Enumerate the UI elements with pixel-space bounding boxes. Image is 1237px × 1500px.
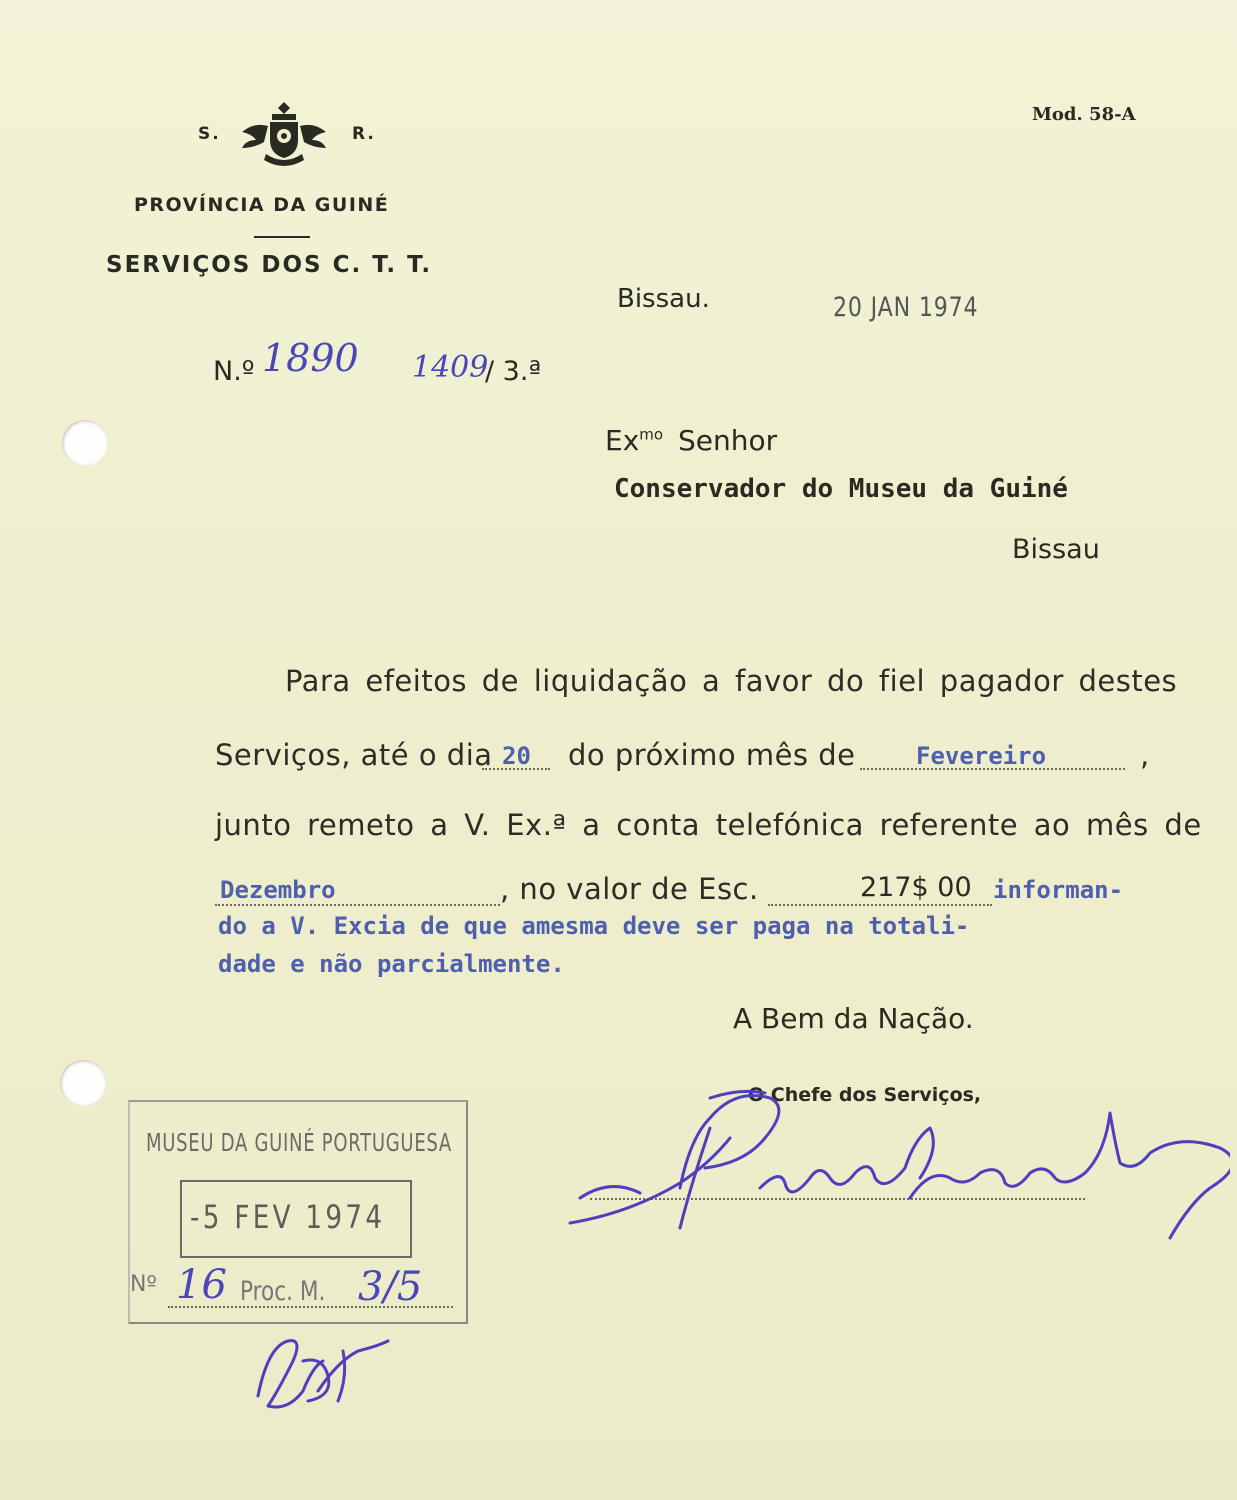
recipient-city: Bissau [1012,534,1100,565]
salutation [605,424,777,457]
header-r-letter: R. [352,124,376,144]
punch-hole-top [62,420,108,466]
header-s-letter: S. [198,124,221,144]
header-divider [254,236,310,238]
model-number: Mod. 58-A [1032,104,1136,125]
services-heading: SERVIÇOS DOS C. T. T. [106,252,433,278]
reference-prefix: N.º [213,356,255,387]
typed-note-line-2: do a V. Excia de que amesma deve ser paga na totali- [218,912,970,940]
closing-motto: A Bem da Nação. [733,1002,974,1035]
body-line-4-a: , no valor de Esc. [500,872,759,906]
payment-month: Fevereiro [916,742,1047,770]
bill-amount: 217$ 00 [860,872,972,903]
reference-number: 1890 [262,336,359,380]
reference-code: 1409 [412,350,489,385]
handwritten-signature [560,1068,1230,1268]
payment-day: 20 [502,742,531,770]
billing-month: Dezembro [220,876,336,904]
coat-of-arms-icon [238,96,330,168]
stamp-proc-label: Proc. M. [240,1276,326,1307]
body-line-2-b: do próximo mês de [568,738,856,772]
typed-note-line-1: informan- [993,876,1124,904]
salutation-word: Senhor [677,424,778,457]
billing-month-fill-line [215,904,500,906]
typed-note-line-3: dade e não parcialmente. [218,950,565,978]
salutation-ex: Ex [605,424,640,457]
stamp-museum-name: MUSEU DA GUINÉ PORTUGUESA [146,1128,452,1157]
stamp-no-value: 16 [176,1262,227,1308]
recipient-line: Conservador do Museu da Guiné [614,474,1068,504]
handwritten-initials [248,1326,398,1416]
stamp-date: -5 FEV 1974 [190,1198,386,1236]
reference-suffix: / 3.ª [485,356,542,387]
date-stamp: 20 JAN 1974 [833,292,979,323]
body-line-2-c: , [1140,738,1150,772]
punch-hole-bottom [60,1060,106,1106]
stamp-no-label: Nº [130,1272,157,1297]
stamp-proc-value: 3/5 [358,1264,423,1310]
body-line-2-a: Serviços, até o dia [215,738,493,772]
salutation-superscript: mo [639,425,664,444]
amount-fill-line [768,904,992,906]
body-line-1: Para efeitos de liquidação a favor do fiel pagador destes [285,664,1178,698]
province-heading: PROVÍNCIA DA GUINÉ [134,194,390,216]
body-line-3: junto remeto a V. Ex.ª a conta telefónica referente ao mês de [215,808,1202,842]
signatory-title: O Chefe dos Serviços, [748,1084,982,1106]
place-label: Bissau. [617,284,710,314]
